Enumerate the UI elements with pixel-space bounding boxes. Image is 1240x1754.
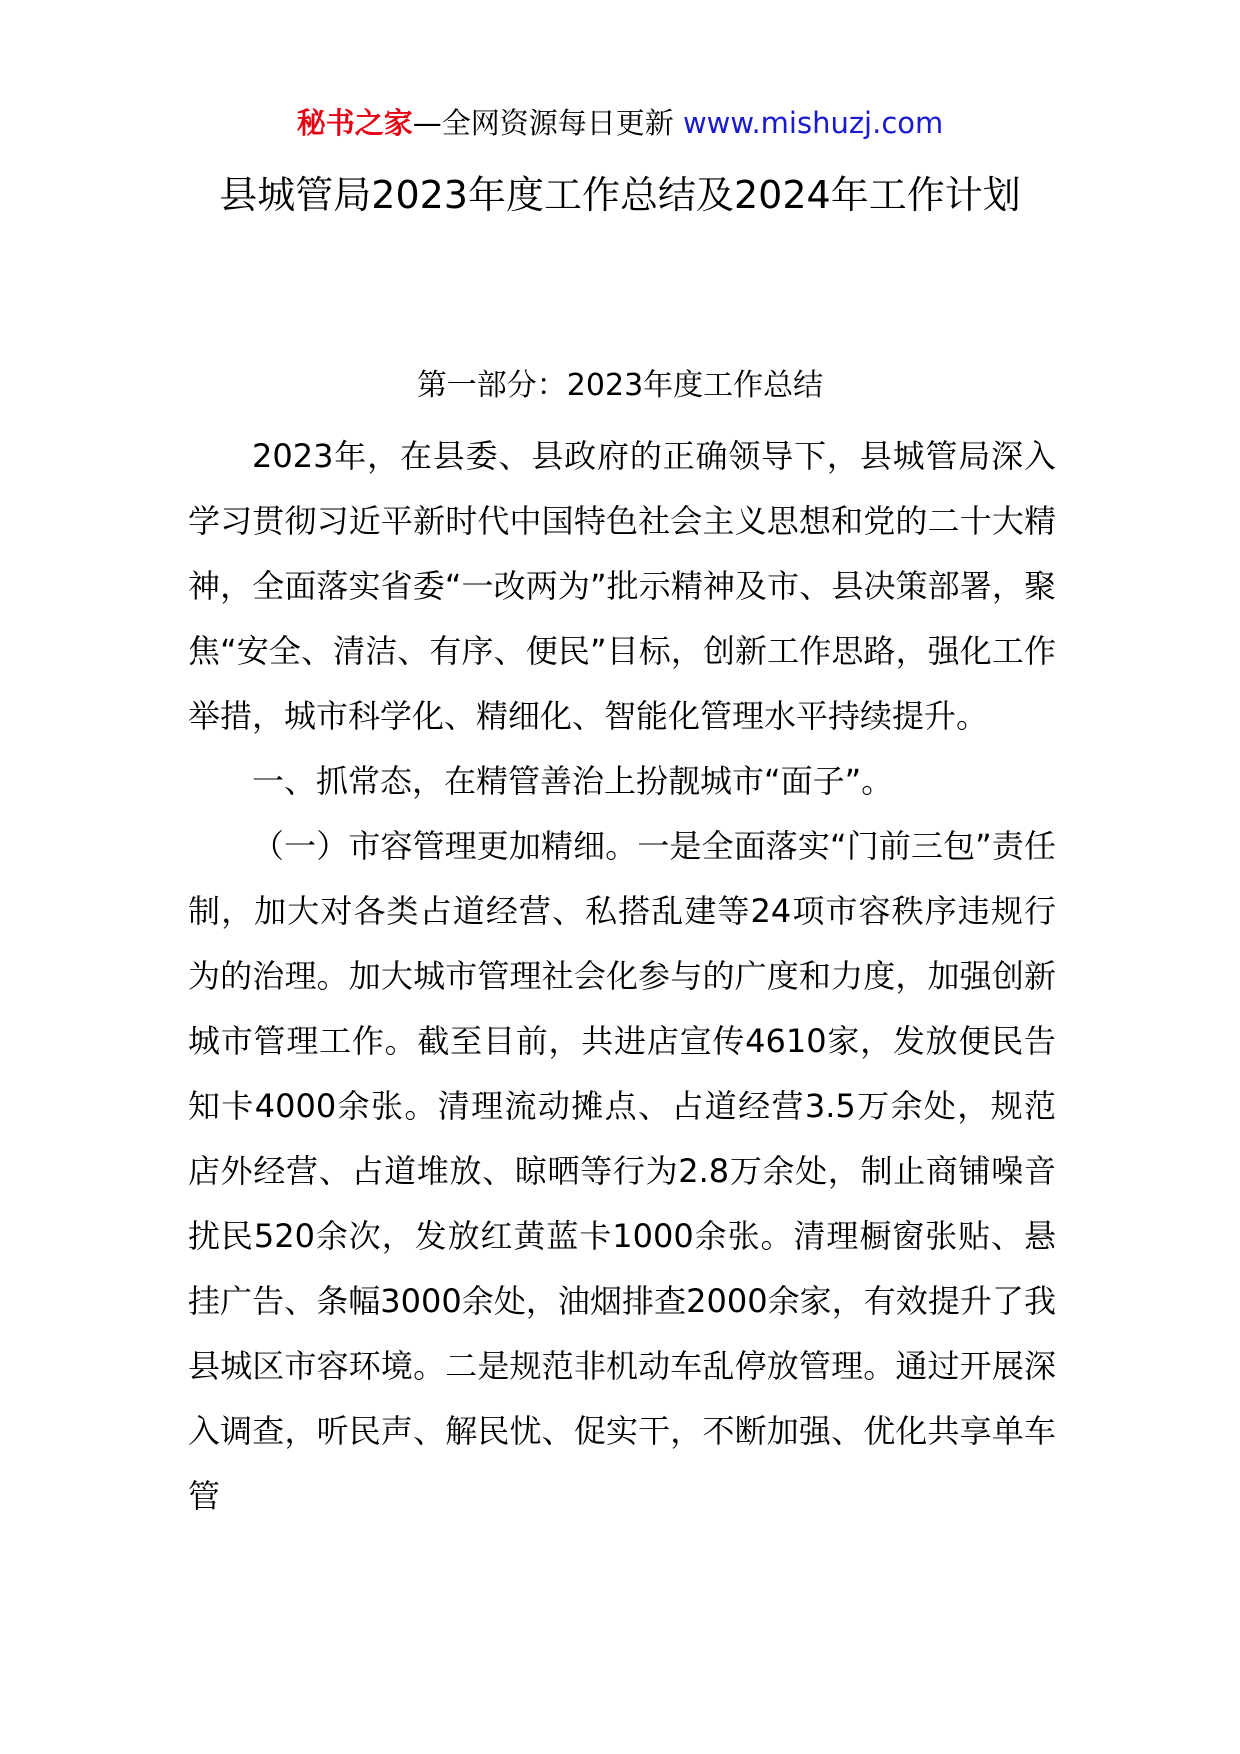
site-header [0,103,1240,143]
document-body [188,424,1056,1529]
paragraph-city-appearance: （一）市容管理更加精细。一是全面落实“门前三包”责任制，加大对各类占道经营、私搭乱建等24项市容秩序违规行为的治理。加大城市管理社会化参与的广度和力度，加强创新城市管理工作。截至目前，共进店宣传4610家，发放便民告知卡4000余张。清理流动摊点、占道经营3.5万余处，规范店外经营、占道堆放、晾晒等行为2.8万余处，制止商铺噪音扰民520余次，发放红黄蓝卡1000余张。清理橱窗张贴、悬挂广告、条幅3000余处，油烟排查2000余家，有效提升了我县城区市容环境。二是规范非机动车乱停放管理。通过开展深入调查，听民声、解民忧、促实干，不断加强、优化共享单车管 [188,827,1056,1515]
document-title: 县城管局2023年度工作总结及2024年工作计划 [219,173,1021,217]
paragraph-heading-1: 一、抓常态，在精管善治上扮靓城市“面子”。 [252,762,894,800]
site-brand: 秘书之家 [296,106,413,140]
paragraph-intro: 2023年，在县委、县政府的正确领导下，县城管局深入学习贯彻习近平新时代中国特色社会主义思想和党的二十大精神，全面落实省委“一改两为”批示精神及市、县决策部署，聚焦“安全、清洁、有序、便民”目标，创新工作思路，强化工作举措，城市科学化、精细化、智能化管理水平持续提升。 [188,437,1056,735]
site-slogan: —全网资源每日更新 [412,106,674,140]
site-url: www.mishuzj.com [682,106,944,140]
section-heading: 第一部分：2023年度工作总结 [416,368,824,403]
